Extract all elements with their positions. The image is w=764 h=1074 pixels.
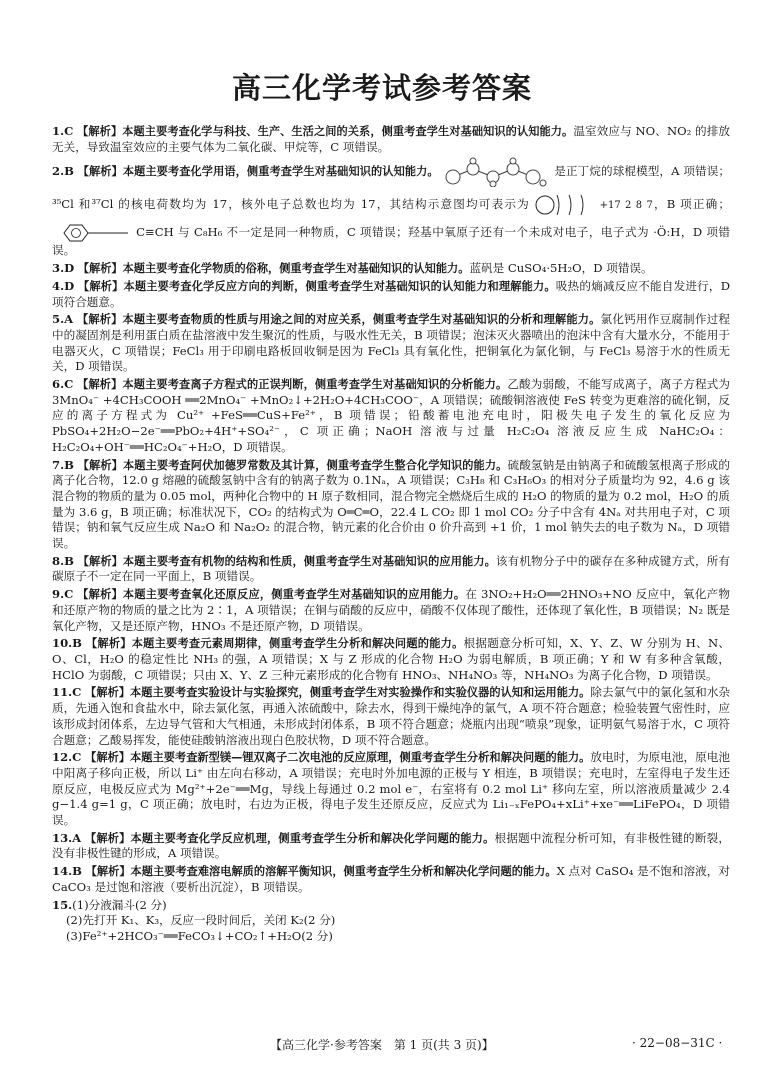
analysis-lead: 【解析】本题主要考查有机物的结构和性质，侧重考查学生对基础知识的应用能力。 <box>77 554 496 568</box>
answer-line-3: (3)Fe²⁺+2HCO₃⁻══FeCO₃↓+CO₂↑+H₂O(2 分) <box>66 928 333 943</box>
analysis-lead: 【解析】本题主要考查化学与科技、生产、生活之间的关系，侧重考查学生对基础知识的认知能力。 <box>77 125 574 138</box>
question-2 <box>52 157 730 259</box>
analysis-text-a: 是正丁烷的球棍模型，A 项错误；³⁵Cl 和³⁷Cl 的核电荷数均为 17，核外电子总数也均为 17，其结构示意图均可表示为 <box>52 164 730 212</box>
question-1 <box>52 124 730 155</box>
analysis-text: 根据题中流程分析可知，有非极性键的断裂，没有非极性键的形成，A 项错误。 <box>52 830 730 861</box>
question-number: 5.A <box>52 312 74 327</box>
question-13 <box>52 831 730 862</box>
question-number: 11.C <box>52 685 82 700</box>
question-number: 2.B <box>52 164 74 179</box>
ball-stick-model-icon <box>443 157 551 187</box>
analysis-text: 放电时，为原电池，原电池中阳离子移向正极，所以 Li⁺ 由左向右移动，A 项错误；充电时外加电源的正极与 Y 相连，B 项错误；充电时，左室得电子发生还原反应，电极反应式为 Mg²⁺+2e⁻══Mg，导线上每通过 0.2 mol e⁻，右室将有 0.2 mol Li⁺ 移向左室，所以溶液质量减少 2.4 g−1.4 g=1 g，C 项正确；放电时，右边为正极，得电子发生还原反应，反应式为 Li₁₋ₓFePO₄+xLi⁺+xe⁻══LiFePO₄，D 项错误。 <box>52 750 730 828</box>
answer-body <box>52 124 730 947</box>
question-6 <box>52 377 730 456</box>
atom-label: +17 2 8 7 <box>599 200 653 212</box>
question-number: 9.C <box>52 587 74 602</box>
analysis-lead: 【解析】本题主要考查化学反应机理，侧重考查学生分析和解决化学问题的能力。 <box>85 831 495 845</box>
analysis-text: 乙酸为弱酸，不能写成离子，离子方程式为 3MnO₄⁻ +4CH₃COOH ══2MnO₄⁻ +MnO₂↓+2H₂O+4CH₃COO⁻，A 项错误；硫酸铜溶液使 FeS 转变为更难溶的硫化铜，反应的离子方程式为 Cu²⁺ +FeS══CuS+Fe²⁺，B 项错误；铅酸蓄电池充电时，阳极失电子发生的氧化反应为 PbSO₄+2H₂O−2e⁻══PbO₂+4H⁺+SO₄²⁻，C 项正确；NaOH 溶液与过量 H₂C₂O₄ 溶液反应生成 NaHC₂O₄：H₂C₂O₄+OH⁻══HC₂O₄⁻+H₂O，D 项错误。 <box>52 377 730 454</box>
footer-page-info: 【高三化学·参考答案 第 1 页(共 3 页)】 <box>270 1038 494 1052</box>
question-9 <box>52 587 730 634</box>
analysis-lead: 【解析】本题主要考查离子方程式的正误判断，侧重考查学生对基础知识的分析能力。 <box>77 378 508 392</box>
analysis-text: X 点对 CaSO₄ 是不饱和溶液，对 CaCO₃ 是过饱和溶液（要析出沉淀），B 项错误。 <box>52 864 730 894</box>
analysis-text: 除去氯气中的氯化氢和水杂质，先通入饱和食盐水中，除去氯化氢，再通入浓硫酸中，除去水，得到干燥纯净的氯气，A 项不符合题意；检验装置气密性时，应该形成封闭体系，左边导气管和大气相通，未形成封闭体系，B 项不符合题意；烧瓶内出现“喷泉”现象，证明氨气易溶于水，C 项符合题意；乙酸易挥发，能使硅酸钠溶液出现白色胶状物，D 项不符合题意。 <box>52 685 730 747</box>
analysis-text-b: ，B 项正确； <box>652 197 730 212</box>
question-number: 4.D <box>52 278 75 293</box>
answer-line-2: (2)先打开 K₁、K₃，反应一段时间后，关闭 K₂(2 分) <box>66 913 336 928</box>
page-title: 高三化学考试参考答案 <box>231 71 532 105</box>
analysis-lead: 【解析】本题主要考查物质的性质与用途之间的对应关系，侧重考查学生对基础知识的分析和理解能力。 <box>77 313 601 327</box>
analysis-lead: 【解析】本题主要考查实验设计与实验探究，侧重考查学生对实验操作和实验仪器的认知和运用能力。 <box>85 686 591 700</box>
question-number: 13.A <box>52 830 82 845</box>
question-4 <box>52 279 730 310</box>
benzene-ring-icon <box>52 223 132 243</box>
chlorine-atom-structure-icon <box>535 187 595 223</box>
question-number: 7.B <box>52 457 74 472</box>
question-number: 12.C <box>52 750 82 765</box>
question-number: 15. <box>52 897 73 912</box>
analysis-lead: 【解析】本题主要考查阿伏加德罗常数及其计算，侧重考查学生整合化学知识的能力。 <box>77 458 508 472</box>
analysis-text: 在 3NO₂+H₂O══2HNO₃+NO 反应中，氧化产物和还原产物的物质的量之比为 2∶1，A 项错误；在铜与硝酸的反应中，硝酸不仅体现了酸性，还体现了氧化性，B 项错误；N₂ 既是氧化产物，又是还原产物，HNO₃ 不是还原产物，D 项错误。 <box>52 587 730 633</box>
analysis-lead: 【解析】本题主要考查元素周期律，侧重考查学生分析和解决问题的能力。 <box>85 637 464 651</box>
analysis-lead: 【解析】本题主要考查难溶电解质的溶解平衡知识，侧重考查学生分析和解决化学问题的能力。 <box>85 865 557 879</box>
question-11 <box>52 685 730 748</box>
analysis-lead: 【解析】本题主要考查化学用语，侧重考查学生对基础知识的认知能力。 <box>77 165 439 179</box>
question-10 <box>52 636 730 683</box>
analysis-lead: 【解析】本题主要考查化学反应方向的判断，侧重考查学生对基础知识的认知能力和理解能力。 <box>78 279 556 293</box>
question-8 <box>52 554 730 585</box>
question-3 <box>52 261 730 277</box>
analysis-text: 吸热的熵减反应不能自发进行，D 项符合题意。 <box>52 278 730 309</box>
analysis-text-c: C≡CH 与 C₈H₆ 不一定是同一种物质，C 项错误；羟基中氧原子还有一个未成对电子，电子式为 ·Ö:H，D 项错误。 <box>52 225 730 258</box>
analysis-text: 根据题意分析可知，X、Y、Z、W 分别为 H、N、O、Cl，H₂O 的稳定性比 NH₃ 的强，A 项错误；X 与 Z 形成的化合物 H₂O 为弱电解质，B 项正确；Y 和 W 有多种含氧酸，HClO 为弱酸，C 项错误；只由 X、Y、Z 三种元素形成的化合物有 HNO₃、NH₄NO₃ 等，NH₄NO₃ 为离子化合物，D 项错误。 <box>52 636 730 682</box>
question-number: 8.B <box>52 553 74 568</box>
answer-line-1: (1)分液漏斗(2 分) <box>72 897 167 912</box>
question-number: 3.D <box>52 261 75 276</box>
analysis-lead: 【解析】本题主要考查氧化还原反应，侧重考查学生对基础知识的应用能力。 <box>77 588 466 602</box>
question-12 <box>52 750 730 829</box>
analysis-lead: 【解析】本题主要考查新型镁—锂双离子二次电池的反应原理，侧重考查学生分析和解决问题的能力。 <box>85 751 591 765</box>
question-14 <box>52 864 730 895</box>
question-7 <box>52 458 730 552</box>
question-number: 14.B <box>52 864 82 879</box>
question-5 <box>52 312 730 375</box>
analysis-text: 该有机物分子中的碳存在多种成键方式，所有碳原子不一定在同一平面上，B 项错误。 <box>52 553 730 584</box>
footer-code: · 22−08−31C · <box>632 1036 723 1050</box>
question-number: 1.C <box>52 124 74 138</box>
analysis-text: 氯化钙用作豆腐制作过程中的凝固剂是利用蛋白质在盐溶液中发生聚沉的性质，与吸水性无关，B 项错误；泡沫灭火器喷出的泡沫中含有大量水分，不能用于电器灭火，C 项错误；FeCl₃ 用于印刷电路板回收铜是因为 FeCl₃ 具有氧化性，把铜氧化为氯化铜，与 FeCl₃ 易溶于水的性质无关，D 项错误。 <box>52 312 730 374</box>
analysis-text: 蓝矾是 CuSO₄·5H₂O，D 项错误。 <box>469 261 653 276</box>
question-number: 6.C <box>52 377 74 392</box>
analysis-lead: 【解析】本题主要考查化学物质的俗称，侧重考查学生对基础知识的认知能力。 <box>77 262 470 276</box>
analysis-text: 温室效应与 NO、NO₂ 的排放无关，导致温室效应的主要气体为二氧化碳、甲烷等，C 项错误。 <box>52 124 730 154</box>
question-number: 10.B <box>52 636 82 651</box>
analysis-text: 硫酸氢钠是由钠离子和硫酸氢根离子形成的离子化合物，12.0 g 熔融的硫酸氢钠中含有的钠离子数为 0.1Nₐ，A 项错误；C₃H₈ 和 C₃H₆O₃ 的相对分子质量均为 92，4.6 g 该混合物的物质的量为 0.05 mol，两种化合物中的 H 原子数相同，混合物完全燃烧后生成的 H₂O 的物质的量为 0.2 mol，H₂O 的质量为 3.6 g，B 项正确；标准状况下，CO₂ 的结构式为 O═C═O，22.4 L CO₂ 即 1 mol CO₂ 分子中含有 4Nₐ 对共用电子对，C 项错误；钠和氧气反应生成 Na₂O 和 Na₂O₂ 的混合物，钠元素的化合价由 0 价升高到 +1 价，1 mol 钠失去的电子数为 Nₐ，D 项错误。 <box>52 457 730 551</box>
question-15 <box>52 898 730 945</box>
